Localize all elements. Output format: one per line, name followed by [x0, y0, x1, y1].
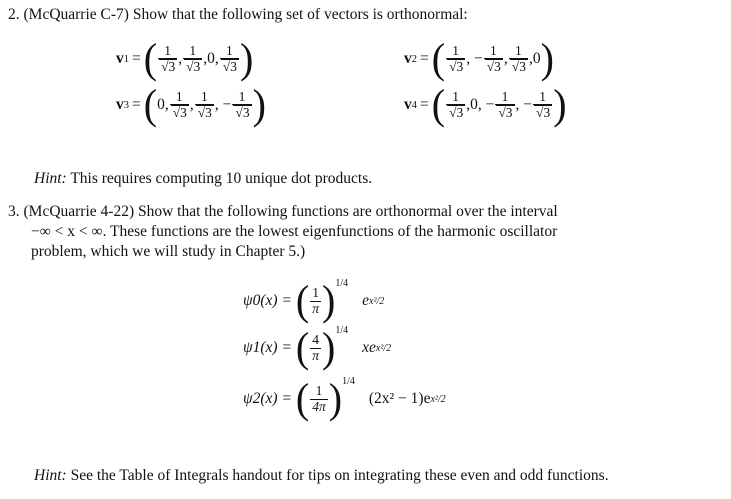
v3-label: v: [116, 96, 124, 113]
problem-3-line-2: −∞ < x < ∞. These functions are the lowest eigenfunctions of the harmonic oscillator: [31, 223, 558, 240]
psi2-equation: ψ2(x) = ( $\frac{1}{4\pi}$ ) $^{1/4}$ (2x² − 1)e x²/2: [243, 374, 446, 423]
vector-v4: v 4 = ( $\frac{1}{√3}$ , 0 , − $\frac{1}{√3}$ , − $\frac{1}{√3}$ ): [404, 80, 567, 129]
problem-3-hint: Hint: See the Table of Integrals handout for tips on integrating these even and odd functions.: [34, 467, 609, 484]
psi1-equation: ψ1(x) = ( $\frac{4}{\pi}$ ) $^{1/4}$ xe x²/2: [243, 323, 392, 372]
problem-3-line-3: problem, which we will study in Chapter 5.): [31, 243, 306, 260]
v1-sub: 1: [123, 53, 129, 65]
v3-sub: 3: [123, 99, 129, 111]
v2-sub: 2: [411, 53, 417, 65]
vector-v2: v 2 = ( $\frac{1}{√3}$ , − $\frac{1}{√3}$ , $\frac{1}{√3}$ , 0 ): [404, 34, 554, 83]
v4-label: v: [404, 96, 412, 113]
v1-label: v: [116, 50, 124, 67]
problem-2-statement: [8, 6, 468, 24]
problem-2-text: (McQuarrie C-7) Show that the following set of vectors is orthonormal:: [23, 6, 468, 23]
v4-sub: 4: [411, 99, 417, 111]
problem-3-line-1: 3. (McQuarrie 4-22) Show that the following functions are orthonormal over the interval: [8, 203, 558, 220]
psi0-equation: ψ0(x) = ( $\frac{1}{\pi}$ ) $^{1/4}$ e x²/2: [243, 276, 385, 325]
hint-text: This requires computing 10 unique dot products.: [70, 170, 373, 187]
v2-label: v: [404, 50, 412, 67]
problem-2-hint: [34, 170, 372, 188]
problem-3-number: 3.: [8, 203, 20, 220]
vector-v3: v 3 = ( 0 , $\frac{1}{√3}$ , $\frac{1}{√3}$ , − $\frac{1}{√3}$ ): [116, 80, 266, 129]
problem-2-number: 2.: [8, 6, 20, 23]
vector-v1: v 1 = ( $\frac{1}{√3}$ , $\frac{1}{√3}$ , 0 , $\frac{1}{√3}$ ): [116, 34, 254, 83]
hint-label: Hint:: [34, 170, 67, 187]
